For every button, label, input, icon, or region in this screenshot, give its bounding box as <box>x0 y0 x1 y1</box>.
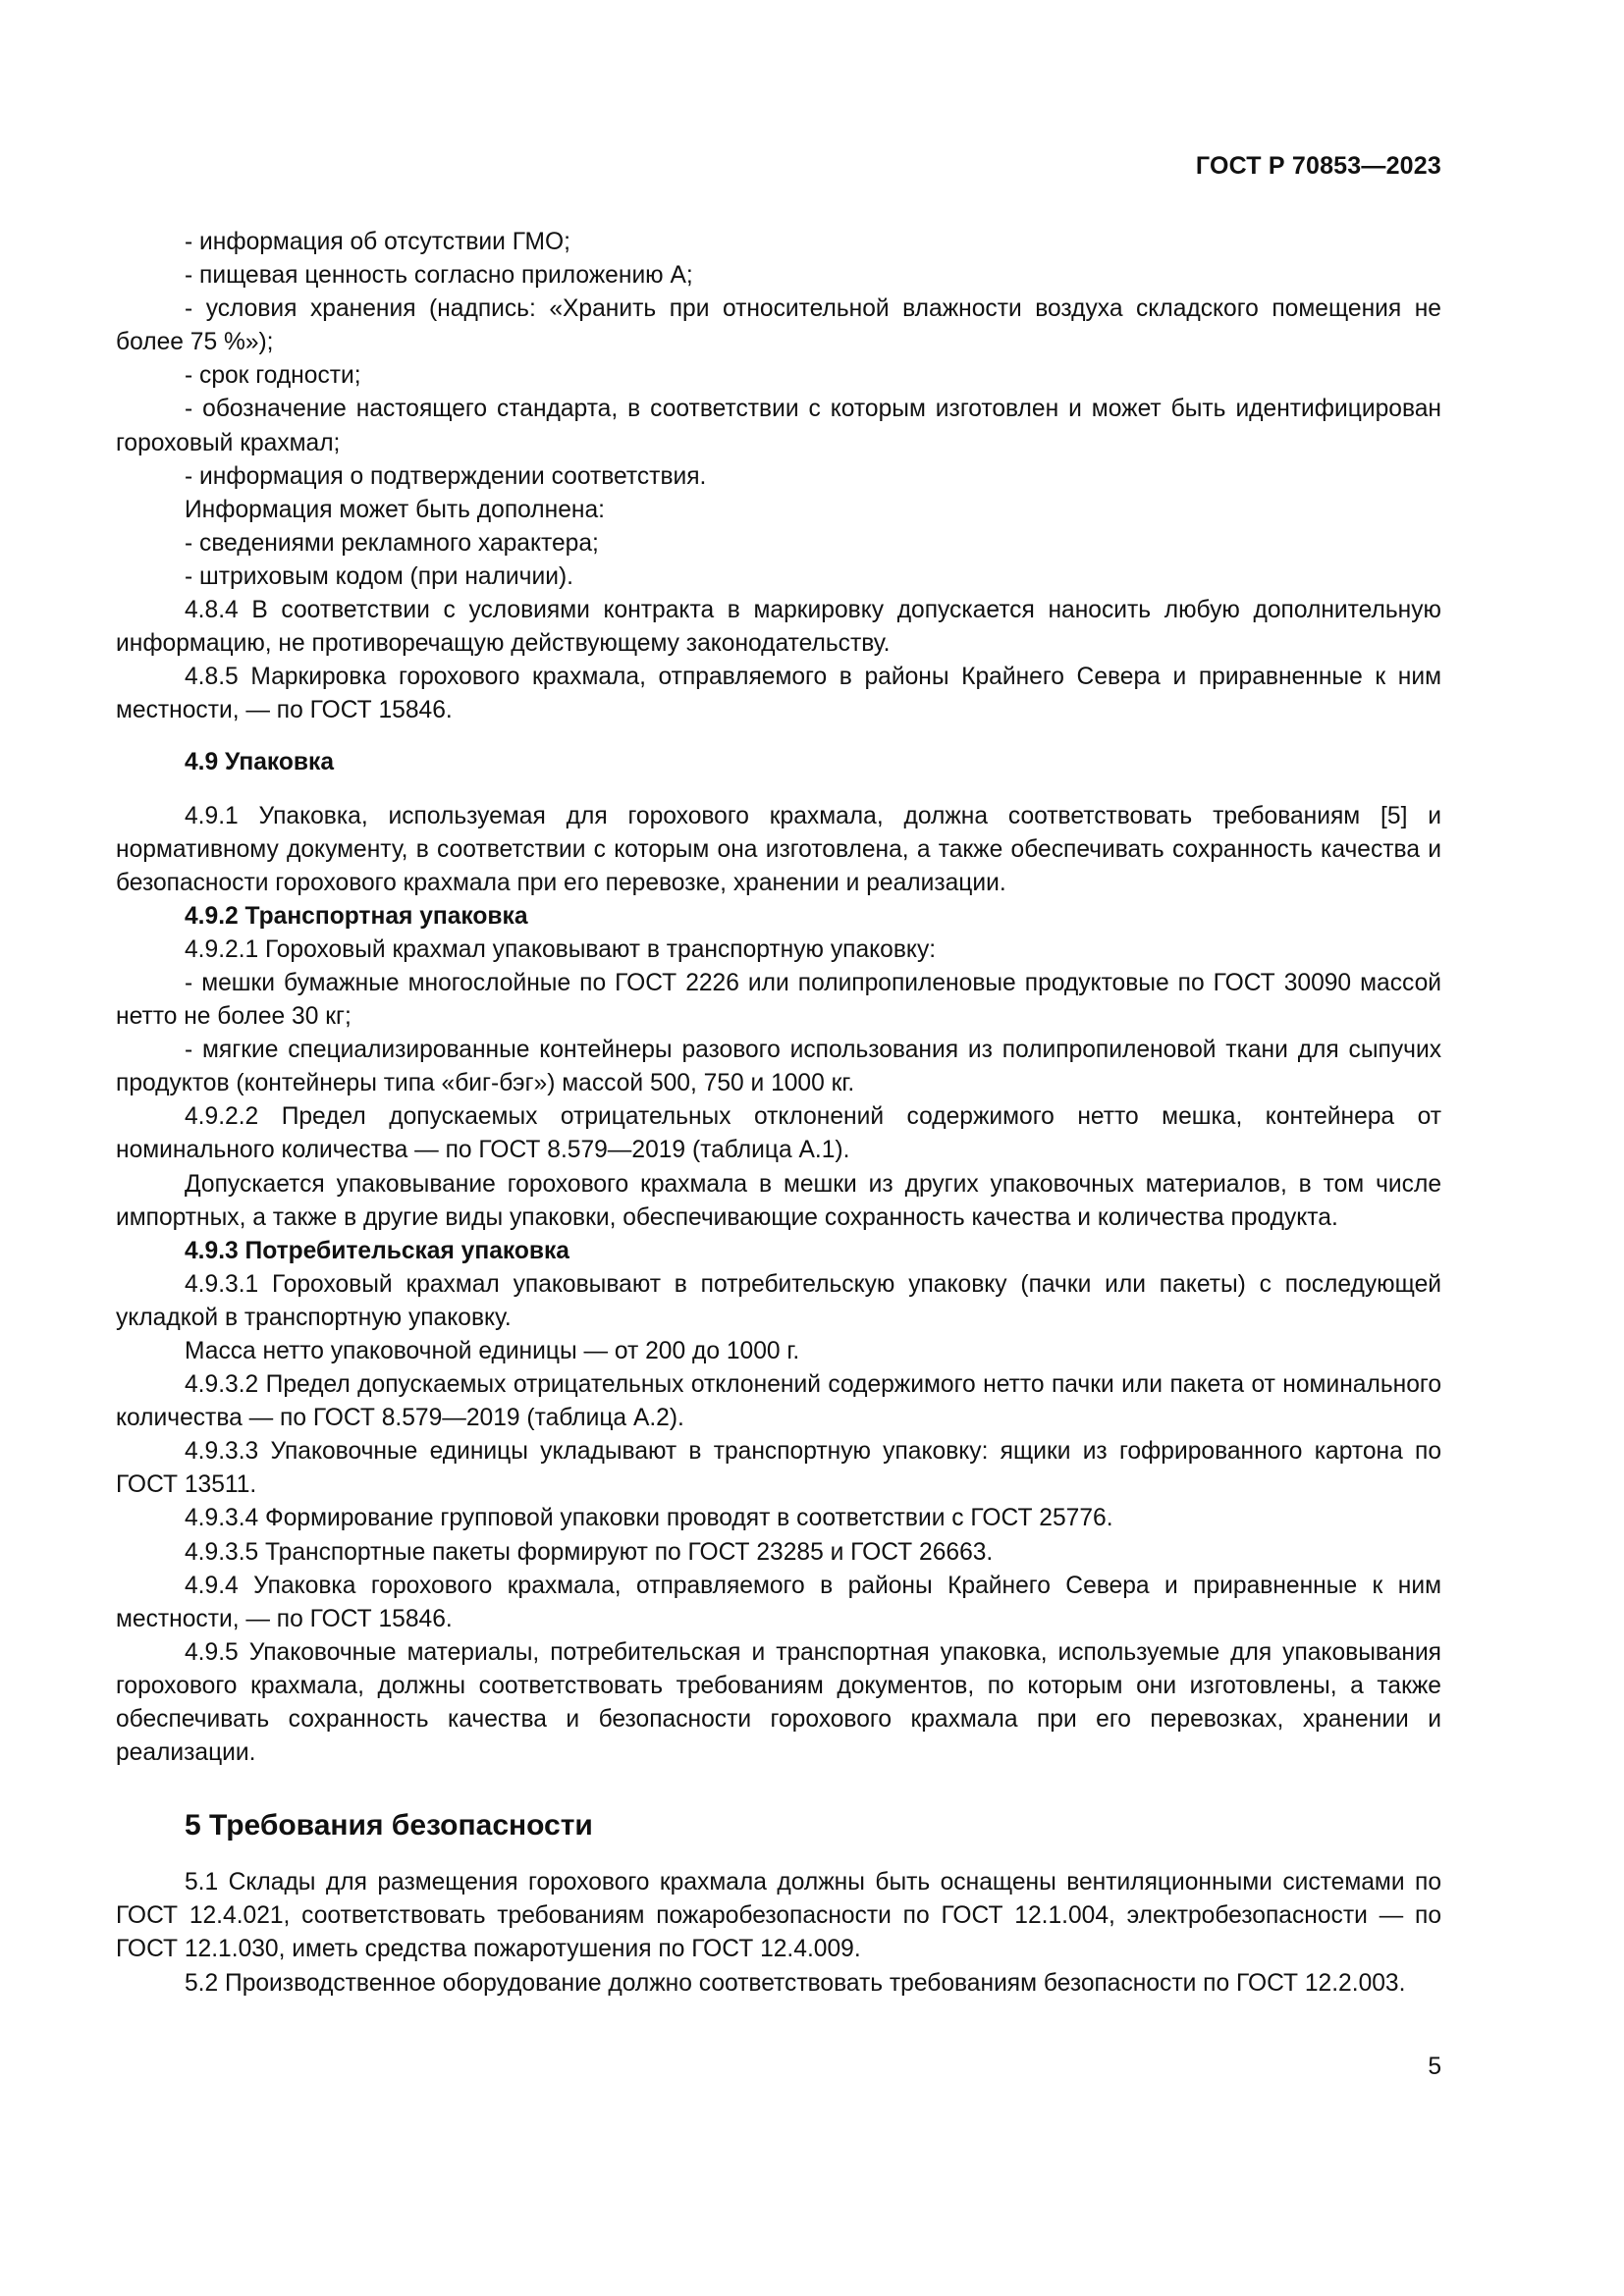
clause-5-2: 5.2 Производственное оборудование должно соответствовать требованиям безопасности по ГОСТ 12.2.003. <box>185 1969 1406 1997</box>
clause-4-8-4: 4.8.4 В соответствии с условиями контракта в маркировку допускается наносить любую дополнительную информацию, не противоречащую действующему законодательству. <box>116 597 1441 658</box>
subsection-heading-4-9-3: 4.9.3 Потребительская упаковка <box>185 1237 569 1264</box>
page-number: 5 <box>1428 2054 1441 2080</box>
list-item-advertising: - сведениями рекламного характера; <box>185 529 599 557</box>
list-item-shelf-life: - срок годности; <box>185 362 361 390</box>
list-item-storage-conditions: - условия хранения (надпись: «Хранить при относительной влажности воздуха складского помещения не более 75 %»); <box>116 295 1441 356</box>
paragraph-info-supplement: Информация может быть дополнена: <box>185 496 605 523</box>
section-heading-4-9: 4.9 Упаковка <box>185 749 335 776</box>
clause-4-9-3-4: 4.9.3.4 Формирование групповой упаковки проводят в соответствии с ГОСТ 25776. <box>185 1505 1113 1532</box>
document-header-id: ГОСТ Р 70853—2023 <box>1195 152 1441 180</box>
list-item-standard-designation: - обозначение настоящего стандарта, в соответствии с которым изготовлен и может быть идентифицирован гороховый крахмал; <box>116 396 1441 456</box>
section-heading-5: 5 Требования безопасности <box>185 1809 593 1842</box>
list-item-soft-containers: - мягкие специализированные контейнеры разового использования из полипропиленовой ткани для сыпучих продуктов (контейнеры типа «биг-бэг») массой 500, 750 и 1000 кг. <box>116 1037 1441 1097</box>
subsection-heading-4-9-2: 4.9.2 Транспортная упаковка <box>185 902 528 930</box>
clause-4-9-3-5: 4.9.3.5 Транспортные пакеты формируют по ГОСТ 23285 и ГОСТ 26663. <box>185 1538 994 1566</box>
clause-4-8-5: 4.8.5 Маркировка горохового крахмала, отправляемого в районы Крайнего Севера и приравненные к ним местности, — по ГОСТ 15846. <box>116 664 1441 724</box>
clause-4-9-2-2: 4.9.2.2 Предел допускаемых отрицательных отклонений содержимого нетто мешка, контейнера от номинального количества — по ГОСТ 8.579—2019 (таблица А.1). <box>116 1103 1441 1164</box>
clause-4-9-5: 4.9.5 Упаковочные материалы, потребительская и транспортная упаковка, используемые для упаковывания горохового крахмала, должны соответствовать требованиям документов, по которым они изготовлены, а также обеспечивать сохранность качества и безопасности горохового крахмала при его перевозках, хранении и реализации. <box>116 1638 1441 1767</box>
paragraph-other-packaging: Допускается упаковывание горохового крахмала в мешки из других упаковочных материалов, в том числе импортных, а также в другие виды упаковки, обеспечивающие сохранность качества и количества продукта. <box>116 1170 1441 1231</box>
clause-4-9-3-1: 4.9.3.1 Гороховый крахмал упаковывают в потребительскую упаковку (пачки или пакеты) с последующей укладкой в транспортную упаковку. <box>116 1270 1441 1331</box>
list-item-nutrition: - пищевая ценность согласно приложению А; <box>185 262 693 290</box>
clause-4-9-4: 4.9.4 Упаковка горохового крахмала, отправляемого в районы Крайнего Севера и приравненные к ним местности, — по ГОСТ 15846. <box>116 1572 1441 1632</box>
paragraph-net-mass: Масса нетто упаковочной единицы — от 200 до 1000 г. <box>185 1338 800 1364</box>
clause-4-9-2-1: 4.9.2.1 Гороховый крахмал упаковывают в транспортную упаковку: <box>185 935 937 963</box>
list-item-paper-bags: - мешки бумажные многослойные по ГОСТ 2226 или полипропиленовые продуктовые по ГОСТ 30090 массой нетто не более 30 кг; <box>116 969 1441 1031</box>
document-body <box>116 226 1441 2001</box>
clause-4-9-3-2: 4.9.3.2 Предел допускаемых отрицательных отклонений содержимого нетто пачки или пакета от номинального количества — по ГОСТ 8.579—2019 (таблица А.2). <box>116 1371 1441 1432</box>
list-item-barcode: - штриховым кодом (при наличии). <box>185 562 573 590</box>
list-item-gmo: - информация об отсутствии ГМО; <box>185 229 570 255</box>
clause-5-1: 5.1 Склады для размещения горохового крахмала должны быть оснащены вентиляционными системами по ГОСТ 12.4.021, соответствовать требованиям пожаробезопасности по ГОСТ 12.1.004, электробезопасности — по ГОСТ 12.1.030, иметь средства пожаротушения по ГОСТ 12.4.009. <box>116 1869 1441 1963</box>
clause-4-9-1: 4.9.1 Упаковка, используемая для горохового крахмала, должна соответствовать требованиям [5] и нормативному документу, в соответствии с которым она изготовлена, а также обеспечивать сохранность качества и безопасности горохового крахмала при его перевозке, хранении и реализации. <box>116 802 1441 896</box>
list-item-conformity: - информация о подтверждении соответствия. <box>185 462 707 490</box>
clause-4-9-3-3: 4.9.3.3 Упаковочные единицы укладывают в транспортную упаковку: ящики из гофрированного картона по ГОСТ 13511. <box>116 1438 1441 1499</box>
